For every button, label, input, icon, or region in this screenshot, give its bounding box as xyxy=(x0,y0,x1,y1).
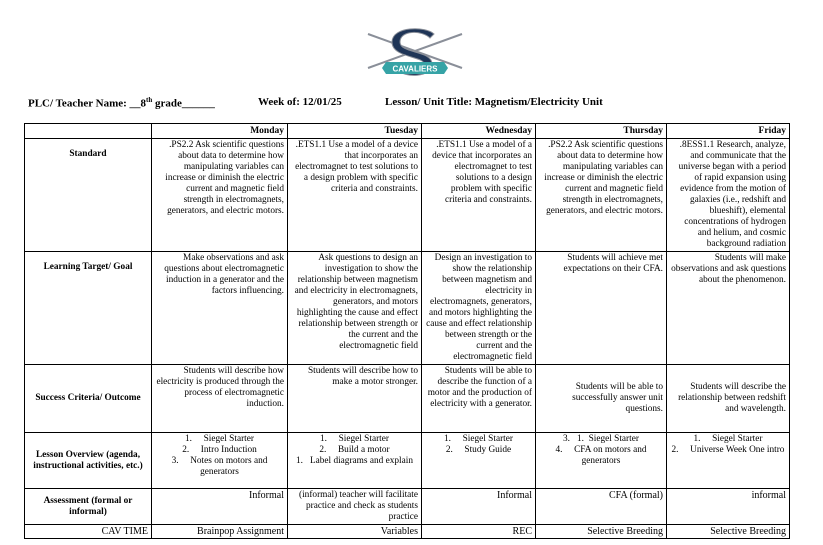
overview-list-item: 2. Intro Induction xyxy=(182,445,257,455)
overview-list-item: 1. Siegel Starter xyxy=(185,434,254,444)
cell-success-thursday: Students will be able to successfully answer unit questions. xyxy=(536,365,667,433)
cell-standard-friday: .8ESS1.1 Research, analyze, and communicate that the universe began with a period of rapid expansion using evidence from the motion of galaxies (i.e., redshift and blueshift), elemental concentrations of hydrogen and helium, and cosmic background radiation xyxy=(667,139,790,252)
overview-list-item: 1. Siegel Starter xyxy=(693,434,763,444)
logo-text: CAVALIERS xyxy=(392,64,438,74)
cell-target-friday: Students will make observations and ask questions about the phenomenon. xyxy=(667,252,790,365)
cavaliers-logo xyxy=(360,28,470,84)
overview-list-item: 3. Notes on motors and generators xyxy=(171,456,270,477)
cell-assessment-thursday: CFA (formal) xyxy=(536,489,667,525)
cell-standard-wednesday: .ETS1.1 Use a model of a device that incorporates an electromagnet to test solutions to a design problem with specific criteria and constraints. xyxy=(422,139,536,252)
row-cav-time xyxy=(25,525,790,539)
cell-success-monday: Students will describe how electricity is produced through the process of electromagnetic induction. xyxy=(152,365,288,433)
cell-overview-tuesday xyxy=(288,433,422,489)
overview-list-item: 3. 1. Siegel Starter xyxy=(563,434,639,444)
row-learning-target xyxy=(25,252,790,365)
cell-assessment-friday: informal xyxy=(667,489,790,525)
overview-list-item: 1. Label diagrams and explain xyxy=(296,456,413,466)
row-label: CAV TIME xyxy=(25,525,152,539)
cell-success-wednesday: Students will be able to describe the function of a motor and the production of electricity with a generator. xyxy=(422,365,536,433)
cell-cav-monday: Brainpop Assignment xyxy=(152,525,288,539)
day-monday: Monday xyxy=(152,124,288,139)
overview-list-item: 2. Universe Week One intro xyxy=(671,445,785,455)
row-label: Success Criteria/ Outcome xyxy=(25,365,152,433)
day-friday: Friday xyxy=(667,124,790,139)
cell-target-tuesday: Ask questions to design an investigation to show the relationship between magnetism and electricity in electromagnets, generators, and motors highlighting the cause and effect relationship between strength or the current and the electromagnetic field xyxy=(288,252,422,365)
day-header-row xyxy=(25,124,790,139)
cell-target-thursday: Students will achieve met expectations on their CFA. xyxy=(536,252,667,365)
row-label: Assessment (formal or informal) xyxy=(25,489,152,525)
overview-list-item: 2. Build a motor xyxy=(319,445,390,455)
cell-cav-wednesday: REC xyxy=(422,525,536,539)
overview-list-item: 2. Study Guide xyxy=(445,445,512,455)
row-success-criteria xyxy=(25,365,790,433)
cell-assessment-monday: Informal xyxy=(152,489,288,525)
plc-teacher-name: PLC/ Teacher Name: __8th grade______ xyxy=(28,96,215,110)
row-label: Learning Target/ Goal xyxy=(25,252,152,365)
cell-target-monday: Make observations and ask questions about electromagnetic induction in a generator and the factors influencing. xyxy=(152,252,288,365)
day-thursday: Thursday xyxy=(536,124,667,139)
cell-overview-wednesday xyxy=(422,433,536,489)
cell-cav-friday: Selective Breeding xyxy=(667,525,790,539)
cell-target-wednesday: Design an investigation to show the relationship between magnetism and electricity in electromagnets, generators, and motors highlighting the cause and effect relationship between strength or the current and the electromagnetic field xyxy=(422,252,536,365)
cell-overview-thursday xyxy=(536,433,667,489)
day-tuesday: Tuesday xyxy=(288,124,422,139)
cell-cav-tuesday: Variables xyxy=(288,525,422,539)
row-label: Lesson Overview (agenda, instructional activities, etc.) xyxy=(25,433,152,489)
overview-list-item: 1. Siegel Starter xyxy=(444,434,513,444)
row-lesson-overview xyxy=(25,433,790,489)
cell-standard-monday: .PS2.2 Ask scientific questions about data to determine how manipulating variables can increase or diminish the electric current and magnetic field strength in electromagnets, generators, and electric motors. xyxy=(152,139,288,252)
day-wednesday: Wednesday xyxy=(422,124,536,139)
lesson-title: Lesson/ Unit Title: Magnetism/Electricity Unit xyxy=(385,96,603,108)
cell-success-friday: Students will describe the relationship between redshift and wavelength. xyxy=(667,365,790,433)
cell-assessment-tuesday: (informal) teacher will facilitate practice and check as students practice xyxy=(288,489,422,525)
row-assessment xyxy=(25,489,790,525)
cell-assessment-wednesday: Informal xyxy=(422,489,536,525)
overview-list-item: 4. CFA on motors and generators xyxy=(555,445,649,466)
row-standard xyxy=(25,139,790,252)
cell-cav-thursday: Selective Breeding xyxy=(536,525,667,539)
lesson-plan-table xyxy=(24,123,790,539)
cell-overview-friday xyxy=(667,433,790,489)
corner-cell xyxy=(25,124,152,139)
cell-success-tuesday: Students will describe how to make a motor stronger. xyxy=(288,365,422,433)
row-label: Standard xyxy=(25,139,152,252)
cell-overview-monday xyxy=(152,433,288,489)
week-of: Week of: 12/01/25 xyxy=(258,96,342,108)
cell-standard-tuesday: .ETS1.1 Use a model of a device that incorporates an electromagnet to test solutions to a design problem with specific criteria and constraints. xyxy=(288,139,422,252)
overview-list-item: 1. Siegel Starter xyxy=(320,434,389,444)
cell-standard-thursday: .PS2.2 Ask scientific questions about data to determine how manipulating variables can increase or diminish the electric current and magnetic field strength in electromagnets, generators, and electric motors. xyxy=(536,139,667,252)
